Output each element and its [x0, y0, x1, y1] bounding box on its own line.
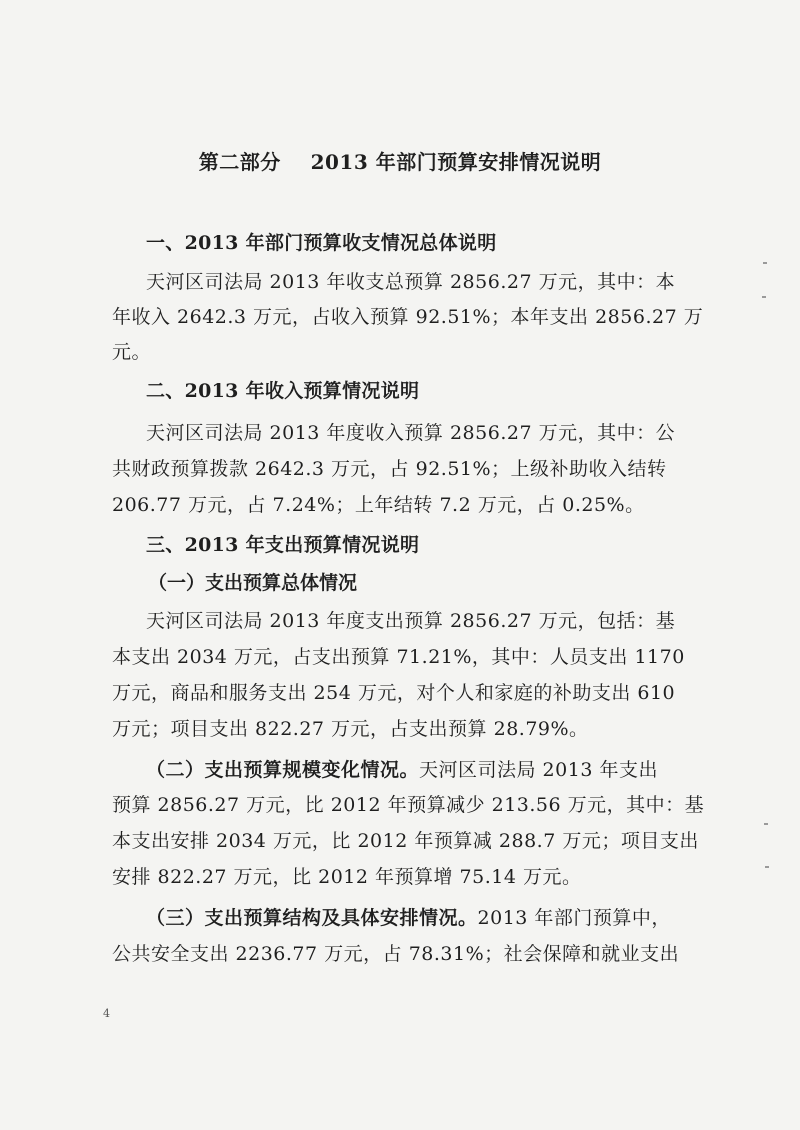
- subsection-3-first-rest: 2013 年部门预算中，: [477, 907, 671, 929]
- subsection-3-first-line: [146, 903, 671, 930]
- subsection-1-line-4: 万元；项目支出 822.27 万元，占支出预算 28.79%。: [112, 718, 589, 740]
- section-2-line-1: 天河区司法局 2013 年度收入预算 2856.27 万元，其中：公: [146, 422, 676, 444]
- section-1-heading: 一、2013 年部门预算收支情况总体说明: [146, 232, 497, 254]
- subsection-2-line-2: 预算 2856.27 万元，比 2012 年预算减少 213.56 万元，其中：基: [112, 794, 705, 816]
- scan-mark: [763, 262, 767, 264]
- subsection-1-line-3: 万元，商品和服务支出 254 万元，对个人和家庭的补助支出 610: [112, 682, 676, 704]
- subsection-3-line-2: 公共安全支出 2236.77 万元，占 78.31%；社会保障和就业支出: [112, 943, 680, 965]
- scan-mark: [762, 296, 766, 298]
- subsection-3-lead: （三）支出预算结构及具体安排情况。: [146, 907, 478, 929]
- subsection-1-heading: （一）支出预算总体情况: [148, 572, 358, 594]
- subsection-2-first-rest: 天河区司法局 2013 年支出: [419, 759, 658, 781]
- section-1-line-2: 年收入 2642.3 万元，占收入预算 92.51%；本年支出 2856.27 万: [112, 306, 704, 328]
- section-3-heading: 三、2013 年支出预算情况说明: [146, 534, 420, 556]
- page-number: 4: [103, 1007, 110, 1020]
- subsection-1-line-1: 天河区司法局 2013 年度支出预算 2856.27 万元，包括：基: [146, 610, 676, 632]
- scan-mark: [764, 823, 768, 825]
- subsection-1-line-2: 本支出 2034 万元，占支出预算 71.21%，其中：人员支出 1170: [112, 646, 685, 668]
- subsection-2-first-line: [146, 755, 658, 782]
- subsection-2-line-4: 安排 822.27 万元，比 2012 年预算增 75.14 万元。: [112, 866, 582, 888]
- subsection-2-line-3: 本支出安排 2034 万元，比 2012 年预算减 288.7 万元；项目支出: [112, 830, 699, 852]
- section-2-line-3: 206.77 万元，占 7.24%；上年结转 7.2 万元，占 0.25%。: [112, 494, 645, 516]
- section-2-line-2: 共财政预算拨款 2642.3 万元，占 92.51%；上级补助收入结转: [112, 458, 667, 480]
- section-1-line-1: 天河区司法局 2013 年收支总预算 2856.27 万元，其中：本: [146, 271, 676, 293]
- scan-mark: [765, 866, 769, 868]
- subsection-2-lead: （二）支出预算规模变化情况。: [146, 759, 420, 781]
- section-1-line-3: 元。: [112, 341, 152, 363]
- page-title: 第二部分 2013 年部门预算安排情况说明: [198, 150, 602, 174]
- section-2-heading: 二、2013 年收入预算情况说明: [146, 380, 420, 402]
